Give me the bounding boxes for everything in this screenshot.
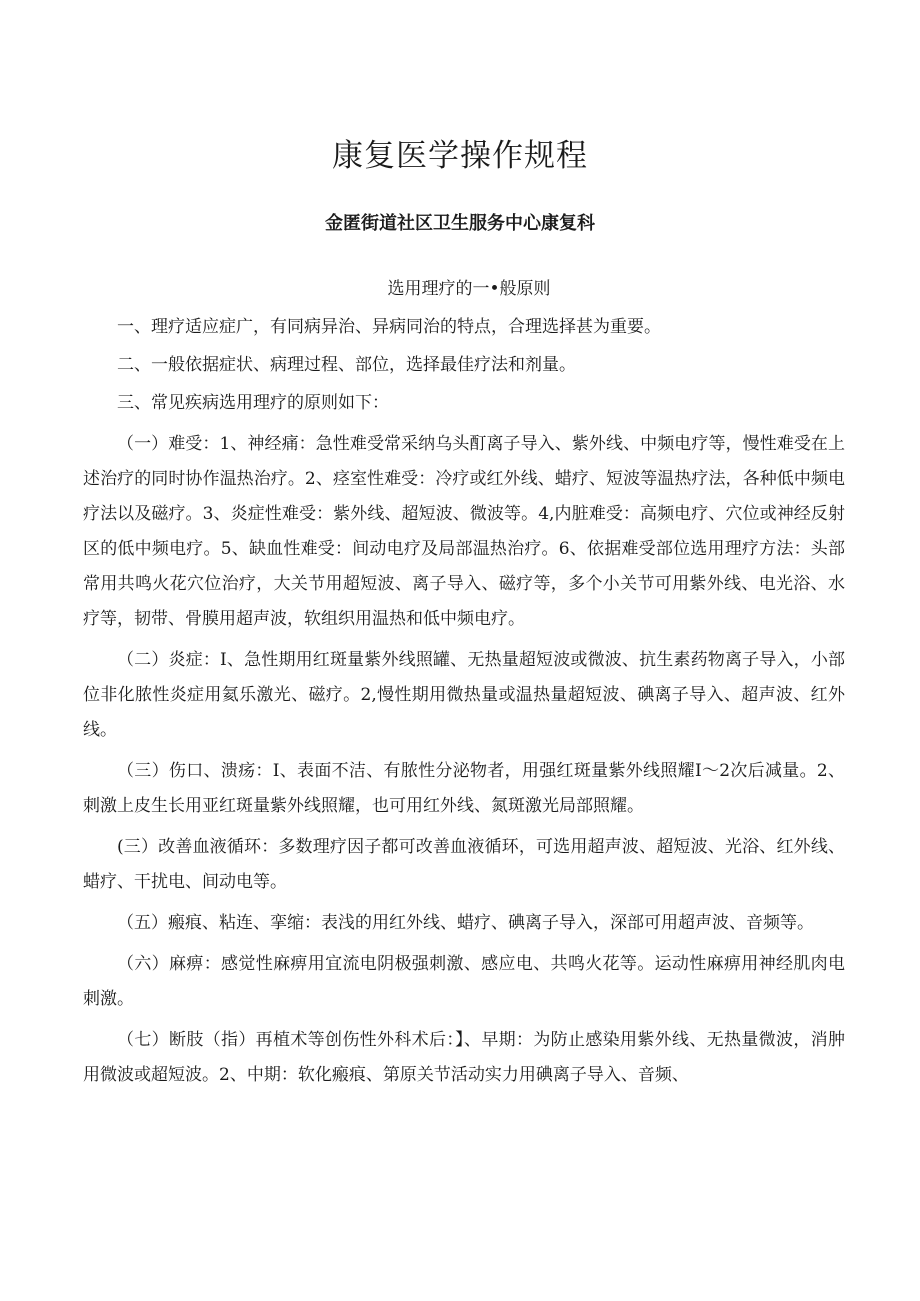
document-subtitle: 金匿街道社区卫生服务中心康复科 [325,213,595,234]
item-inflammation: （二）炎症：I、急性期用红斑量紫外线照罐、无热量超短波或微波、抗生素药物离子导入，小部位非化脓性炎症用氦乐激光、磁疗。2,慢性期用微热量或温热量超短波、碘离子导入、超声波、红外线。 [83,650,845,740]
principle-2: 二、一般依据症状、病理过程、部位，选择最佳疗法和剂量。 [117,355,576,375]
item-pain: （一）难受：1、神经痛：急性难受常采纳乌头酊离子导入、紫外线、中频电疗等，慢性难受在上述治疗的同时协作温热治疗。2、痉室性难受：冷疗或红外线、蜡疗、短波等温热疗法，各种低中频电疗法以及磁疗。3、炎症性难受：紫外线、超短波、微波等。4,内脏难受：高频电疗、穴位或神经反射区的低中频电疗。5、缺血性难受：间动电疗及局部温热治疗。6、依据难受部位选用理疗方法：头部常用共鸣火花穴位治疗，大关节用超短波、离子导入、磁疗等，多个小关节可用紫外线、电光浴、水疗等，韧带、骨膜用超声波，软组织用温热和低中频电疗。 [83,434,845,629]
document-title: 康复医学操作规程 [332,138,588,174]
section-heading: 选用理疗的一•般原则 [387,279,551,299]
principle-3: 三、常见疾病选用理疗的原则如下： [117,393,389,413]
item-paralysis: （六）麻痹：感觉性麻痹用宜流电阴极强刺激、感应电、共鸣火花等。运动性麻痹用神经肌肉电刺激。 [83,954,845,1009]
item-scar-adhesion: （五）瘢痕、粘连、挛缩：表浅的用红外线、蜡疗、碘离子导入，深部可用超声波、音频等。 [117,913,814,933]
item-wound-ulcer: （三）伤口、溃疡：I、表面不洁、有脓性分泌物者，用强红斑量紫外线照耀I〜2次后减量。2、刺激上皮生长用亚红斑量紫外线照耀，也可用红外线、氮斑激光局部照耀。 [83,761,845,816]
item-blood-circulation: (三）改善血液循环：多数理疗因子都可改善血液循环，可选用超声波、超短波、光浴、红外线、蜡疗、干扰电、间动电等。 [83,837,845,892]
item-replantation-postop: （七）断肢（指）再植术等创伤性外科术后：】、早期：为防止感染用紫外线、无热量微波，消肿用微波或超短波。2、中期：软化瘢痕、第原关节活动实力用碘离子导入、音频、 [83,1030,845,1085]
principle-1: 一、理疗适应症广，有同病异治、异病同治的特点，合理选择甚为重要。 [117,317,661,337]
document-body [83,272,845,1096]
